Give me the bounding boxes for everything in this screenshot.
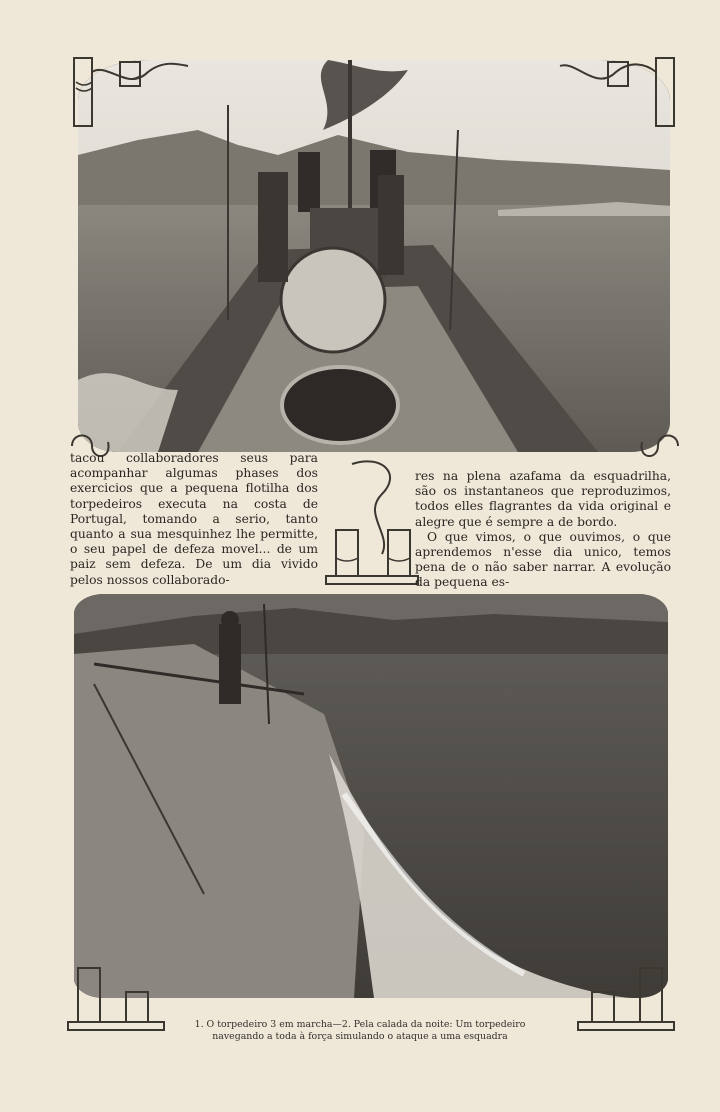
paragraph: O que vimos, o que ouvimos, o que aprendemos n'esse dia unico, temos pena de o não saber narrar. A evolução da pequena es- [415,529,671,590]
rope-bollard-ornament [556,52,681,130]
rope-bollard-center-ornament [322,454,422,594]
rope-bollard-ornament [68,52,193,130]
paragraph: res na plena azafama da esquadrilha, são os instantaneos que reproduzimos, todos elles flagrantes da vida original e alegre que é sempre a de bordo. [415,469,671,529]
caption-line: navegando a toda à força simulando o ataque a uma esquadra [212,1031,508,1042]
rope-bollard-ornament [574,962,678,1034]
photo-caption [175,1019,545,1043]
caption-line: 1. O torpedeiro 3 em marcha—2. Pela calada da noite: Um torpedeiro [194,1019,526,1030]
body-text-left-column: tacou collaboradores seus para acompanhar algumas phases dos exercicios que a pequena flotilha dos torpedeiros executa na costa de Portugal, tomando a serio, tanto quanto a sua mesquinhez lhe permitte, o seu papel de defeza movel... de um paiz sem defeza. De um dia vivido pelos nossos collaborado- [70,451,318,587]
photo-torpedo-boat-night [74,594,668,998]
rope-knot-ornament [636,428,682,464]
body-text-right-column [415,469,671,591]
rope-bollard-ornament [64,962,168,1034]
